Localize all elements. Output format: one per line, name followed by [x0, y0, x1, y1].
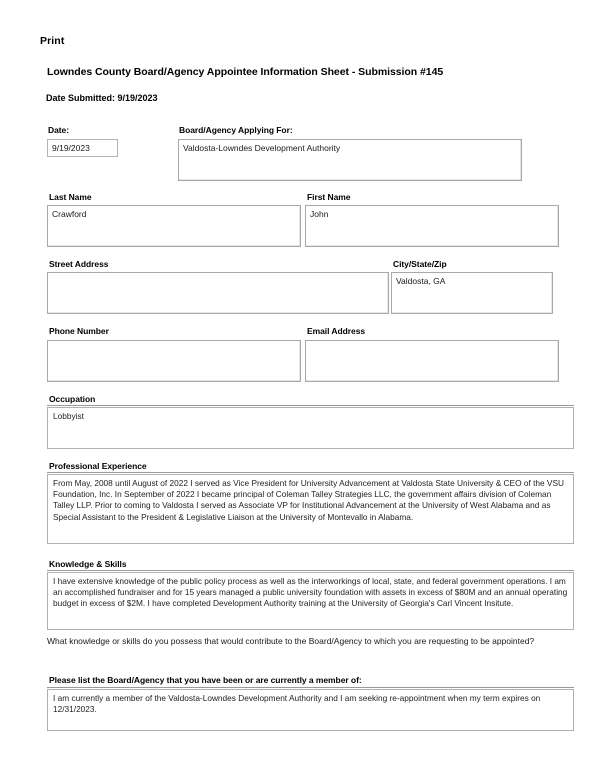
professional-experience-input[interactable]: From May, 2008 until August of 2022 I served as Vice President for University Advancement at Valdosta State University & CEO of the VSU Foundation, Inc. In September of 2022 I became principal of Coleman Talley Strategies LLC, the government affairs division of Coleman Talley LLP. Prior to coming to Valdosta I served as Associate VP for Institutional Advancement at the University of West Alabama and as Special Assistant to the President & Legislative Liaison at the University of Montevallo in Alabama.	[47, 474, 574, 544]
last-name-field-label: Last Name	[49, 192, 92, 202]
board-agency-field-label: Board/Agency Applying For:	[179, 125, 293, 135]
street-address-input[interactable]	[47, 272, 389, 314]
knowledge-skills-divider	[47, 570, 574, 571]
page-title: Lowndes County Board/Agency Appointee Information Sheet - Submission #145	[47, 66, 444, 78]
phone-number-input[interactable]	[47, 340, 301, 382]
knowledge-skills-input[interactable]: I have extensive knowledge of the public policy process as well as the interworkings of local, state, and federal government operations. I am an accomplished fundraiser and for 15 years managed a public university foundation with assets in excess of $80M and an annual operating budget in excess of $2M. I have completed Development Authority training at the University of Georgia's Carl Vincent Insitute.	[47, 572, 574, 630]
professional-experience-divider	[47, 472, 574, 473]
date-field-label: Date:	[48, 125, 70, 135]
membership-field-label: Please list the Board/Agency that you have been or are currently a member of:	[49, 675, 362, 685]
last-name-input[interactable]: Crawford	[47, 205, 301, 247]
date-submitted-label: Date Submitted: 9/19/2023	[46, 93, 158, 103]
professional-experience-field-label: Professional Experience	[49, 461, 147, 471]
email-address-field-label: Email Address	[307, 326, 366, 336]
first-name-input[interactable]: John	[305, 205, 559, 247]
knowledge-skills-field-label: Knowledge & Skills	[49, 559, 127, 569]
city-state-zip-input[interactable]: Valdosta, GA	[391, 272, 553, 314]
print-button[interactable]: Print	[40, 35, 65, 47]
phone-number-field-label: Phone Number	[49, 326, 109, 336]
date-input[interactable]: 9/19/2023	[47, 139, 118, 157]
membership-input[interactable]: I am currently a member of the Valdosta-Lowndes Development Authority and I am seeking re-appointment when my term expires on 12/31/2023.	[47, 689, 574, 731]
board-agency-input[interactable]: Valdosta-Lowndes Development Authority	[178, 139, 522, 181]
first-name-field-label: First Name	[307, 192, 351, 202]
occupation-divider	[47, 405, 574, 406]
occupation-field-label: Occupation	[49, 394, 96, 404]
knowledge-skills-question: What knowledge or skills do you possess that would contribute to the Board/Agency to which you are requesting to be appointed?	[47, 636, 535, 646]
street-address-field-label: Street Address	[49, 259, 109, 269]
email-address-input[interactable]	[305, 340, 559, 382]
occupation-input[interactable]: Lobbyist	[47, 407, 574, 449]
membership-divider	[47, 687, 574, 688]
city-state-zip-field-label: City/State/Zip	[393, 259, 447, 269]
